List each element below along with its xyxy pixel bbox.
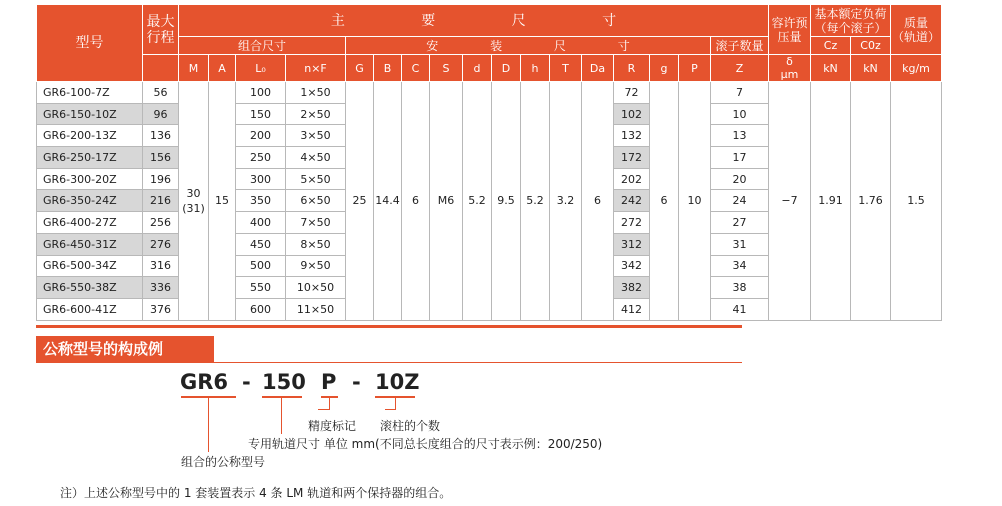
leader-precision-v <box>329 397 330 409</box>
cell-model: GR6-400-27Z <box>37 212 143 234</box>
label-rollers: 滚柱的个数 <box>380 419 441 433</box>
cell-m-value: 30 <box>186 186 201 200</box>
cell-delta: −7 <box>769 82 811 321</box>
header-c0z-unit: kN <box>851 55 891 82</box>
cell-max-stroke: 316 <box>143 255 179 277</box>
header-mass-line1: 质量 <box>903 15 928 30</box>
cell-max-stroke: 256 <box>143 212 179 234</box>
header-col-gg: g <box>650 55 679 82</box>
header-preload-line1: 容许预 <box>771 15 808 30</box>
label-rail-size: 专用轨道尺寸 单位 mm(不同总长度组合的尺寸表示例：200/250) <box>248 437 603 451</box>
header-load-line2: （每个滚子） <box>814 20 887 35</box>
section-title-rule <box>214 362 742 363</box>
leader-series <box>208 397 209 452</box>
header-col-h: h <box>521 55 550 82</box>
cell-z: 41 <box>711 298 769 320</box>
cell-model: GR6-250-17Z <box>37 147 143 169</box>
header-max-length-blank <box>143 55 179 82</box>
cell-l0: 300 <box>236 168 286 190</box>
code-series: GR6 <box>180 370 229 394</box>
cell-s: M6 <box>430 82 463 321</box>
cell-t: 3.2 <box>550 82 582 321</box>
cell-r: 72 <box>614 82 650 104</box>
cell-a: 15 <box>209 82 236 321</box>
cell-l0: 100 <box>236 82 286 104</box>
footnote: 注）上述公称型号中的 1 套装置表示 4 条 LM 轨道和两个保持器的组合。 <box>60 486 452 500</box>
header-c0z: C0z <box>851 37 891 55</box>
cell-nf: 3×50 <box>286 125 346 147</box>
header-max-length-line1: 最大 <box>146 13 175 30</box>
header-preload-line2: 压量 <box>777 29 802 44</box>
cell-r: 202 <box>614 168 650 190</box>
cell-z: 38 <box>711 277 769 299</box>
header-model: 型号 <box>37 5 143 82</box>
cell-max-stroke: 376 <box>143 298 179 320</box>
cell-model: GR6-600-41Z <box>37 298 143 320</box>
cell-model: GR6-450-31Z <box>37 233 143 255</box>
cell-z: 34 <box>711 255 769 277</box>
cell-c0z: 1.76 <box>851 82 891 321</box>
cell-z: 31 <box>711 233 769 255</box>
cell-l0: 200 <box>236 125 286 147</box>
cell-d: 5.2 <box>463 82 492 321</box>
cell-l0: 150 <box>236 103 286 125</box>
cell-r: 272 <box>614 212 650 234</box>
header-main-dims: 主 要 尺 寸 <box>179 5 769 37</box>
cell-model: GR6-300-20Z <box>37 168 143 190</box>
header-col-p: P <box>679 55 711 82</box>
header-mass-line2: （轨道） <box>891 29 940 44</box>
cell-r: 132 <box>614 125 650 147</box>
cell-nf: 8×50 <box>286 233 346 255</box>
cell-r: 312 <box>614 233 650 255</box>
cell-h: 5.2 <box>521 82 550 321</box>
cell-l0: 250 <box>236 147 286 169</box>
header-cz: Cz <box>811 37 851 55</box>
code-precision: P <box>321 370 337 394</box>
header-col-b: B <box>374 55 402 82</box>
cell-z: 27 <box>711 212 769 234</box>
cell-g: 25 <box>346 82 374 321</box>
cell-p: 10 <box>679 82 711 321</box>
cell-z: 24 <box>711 190 769 212</box>
cell-r: 102 <box>614 103 650 125</box>
header-col-dd: D <box>492 55 521 82</box>
header-col-delta-unit <box>769 55 811 82</box>
header-col-a: A <box>209 55 236 82</box>
cell-max-stroke: 136 <box>143 125 179 147</box>
header-cz-unit: kN <box>811 55 851 82</box>
cell-m-alt-value: (31) <box>182 201 205 215</box>
cell-cz: 1.91 <box>811 82 851 321</box>
cell-mass: 1.5 <box>891 82 942 321</box>
section-title: 公称型号的构成例 <box>36 336 214 363</box>
header-col-z: Z <box>711 55 769 82</box>
cell-model: GR6-200-13Z <box>37 125 143 147</box>
cell-nf: 9×50 <box>286 255 346 277</box>
cell-l0: 500 <box>236 255 286 277</box>
cell-l0: 450 <box>236 233 286 255</box>
cell-r: 172 <box>614 147 650 169</box>
cell-nf: 7×50 <box>286 212 346 234</box>
header-col-g: G <box>346 55 374 82</box>
leader-rollers-h <box>385 409 396 410</box>
cell-nf: 2×50 <box>286 103 346 125</box>
cell-nf: 10×50 <box>286 277 346 299</box>
header-col-l0: L₀ <box>236 55 286 82</box>
cell-z: 13 <box>711 125 769 147</box>
header-install-dims: 安 装 尺 寸 <box>346 37 711 55</box>
cell-r: 412 <box>614 298 650 320</box>
header-mass <box>891 5 942 55</box>
code-roller-count: 10Z <box>375 370 420 394</box>
underline-rail-length <box>262 396 302 398</box>
cell-r: 342 <box>614 255 650 277</box>
cell-m <box>179 82 209 321</box>
header-col-delta: δ <box>786 55 793 68</box>
header-rated-load <box>811 5 891 37</box>
table-row <box>37 82 942 104</box>
header-col-t: T <box>550 55 582 82</box>
label-precision: 精度标记 <box>308 419 357 433</box>
cell-z: 20 <box>711 168 769 190</box>
cell-nf: 6×50 <box>286 190 346 212</box>
cell-max-stroke: 196 <box>143 168 179 190</box>
header-col-c: C <box>402 55 430 82</box>
cell-model: GR6-500-34Z <box>37 255 143 277</box>
header-roller-count: 滚子数量 <box>711 37 769 55</box>
code-dash-2: - <box>352 370 361 394</box>
cell-max-stroke: 156 <box>143 147 179 169</box>
cell-model: GR6-350-24Z <box>37 190 143 212</box>
cell-max-stroke: 216 <box>143 190 179 212</box>
cell-max-stroke: 56 <box>143 82 179 104</box>
spec-table <box>36 4 942 321</box>
cell-nf: 5×50 <box>286 168 346 190</box>
cell-nf: 11×50 <box>286 298 346 320</box>
header-col-d: d <box>463 55 492 82</box>
cell-nf: 4×50 <box>286 147 346 169</box>
cell-l0: 600 <box>236 298 286 320</box>
cell-r: 242 <box>614 190 650 212</box>
cell-z: 7 <box>711 82 769 104</box>
cell-model: GR6-100-7Z <box>37 82 143 104</box>
header-mass-unit: kg/m <box>891 55 942 82</box>
header-col-s: S <box>430 55 463 82</box>
cell-da: 6 <box>582 82 614 321</box>
cell-z: 10 <box>711 103 769 125</box>
table-bottom-rule <box>36 325 742 328</box>
header-preload <box>769 5 811 55</box>
cell-c: 6 <box>402 82 430 321</box>
cell-max-stroke: 276 <box>143 233 179 255</box>
leader-rollers-v <box>395 397 396 409</box>
code-dash-1: - <box>242 370 251 394</box>
code-rail-length: 150 <box>262 370 306 394</box>
header-assembly-dims: 组合尺寸 <box>179 37 346 55</box>
header-col-r: R <box>614 55 650 82</box>
cell-l0: 550 <box>236 277 286 299</box>
header-load-line1: 基本额定负荷 <box>814 6 887 21</box>
cell-l0: 400 <box>236 212 286 234</box>
cell-model: GR6-550-38Z <box>37 277 143 299</box>
header-col-da: Da <box>582 55 614 82</box>
cell-l0: 350 <box>236 190 286 212</box>
label-combination: 组合的公称型号 <box>181 455 266 469</box>
cell-nf: 1×50 <box>286 82 346 104</box>
header-max-length-line2: 行程 <box>146 29 175 46</box>
cell-d: 9.5 <box>492 82 521 321</box>
cell-z: 17 <box>711 147 769 169</box>
cell-b: 14.4 <box>374 82 402 321</box>
cell-max-stroke: 336 <box>143 277 179 299</box>
header-col-delta-unit-text: μm <box>780 68 799 81</box>
cell-r: 382 <box>614 277 650 299</box>
cell-g: 6 <box>650 82 679 321</box>
header-col-nf: n×F <box>286 55 346 82</box>
header-max-length <box>143 5 179 55</box>
leader-precision-h <box>318 409 330 410</box>
header-col-m: M <box>179 55 209 82</box>
cell-model: GR6-150-10Z <box>37 103 143 125</box>
cell-max-stroke: 96 <box>143 103 179 125</box>
leader-rail-length <box>281 397 282 434</box>
